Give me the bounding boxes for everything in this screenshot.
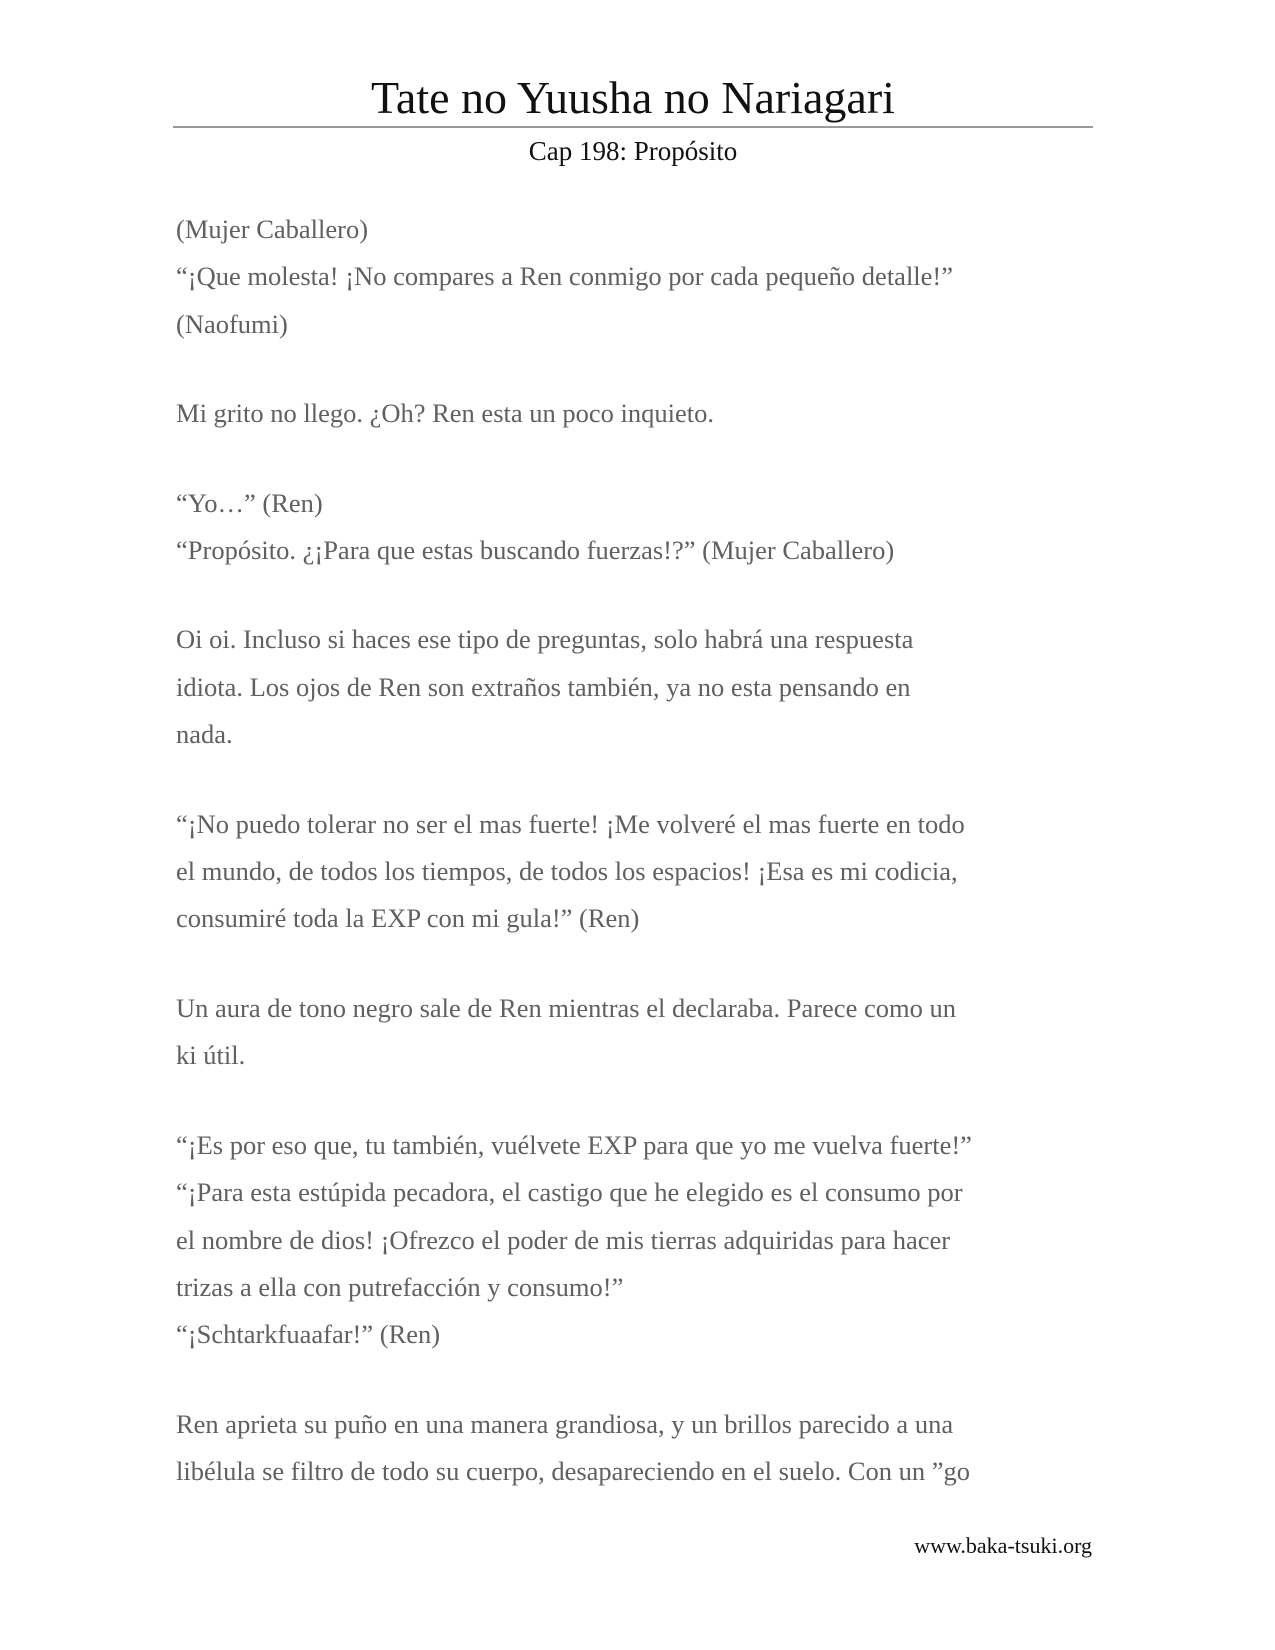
document-title: Tate no Yuusha no Nariagari	[371, 72, 895, 123]
text-line: Un aura de tono negro sale de Ren mientras el declaraba. Parece como un	[176, 992, 956, 1023]
paragraph	[176, 480, 1096, 575]
chapter-subtitle: Cap 198: Propósito	[528, 136, 738, 166]
text-line: “¡Schtarkfuaafar!” (Ren)	[176, 1319, 441, 1350]
footer-url: www.baka-tsuki.org	[914, 1533, 1092, 1558]
paragraph	[176, 390, 1096, 437]
text-line: idiota. Los ojos de Ren son extraños también, ya no esta pensando en	[176, 671, 911, 702]
text-line: (Mujer Caballero)	[176, 214, 369, 244]
text-line: trizas a ella con putrefacción y consumo!”	[176, 1271, 624, 1302]
text-line: “¡No puedo tolerar no ser el mas fuerte! ¡Me volveré el mas fuerte en todo	[176, 808, 965, 839]
paragraph	[176, 801, 1096, 943]
paragraph	[176, 1401, 1096, 1496]
text-line: Ren aprieta su puño en una manera grandiosa, y un brillos parecido a una	[176, 1408, 954, 1439]
text-line: “Yo…” (Ren)	[176, 487, 323, 518]
text-line: consumiré toda la EXP con mi gula!” (Ren)	[176, 903, 640, 934]
page-header	[173, 70, 1093, 168]
paragraph	[176, 1122, 1096, 1359]
title-divider	[173, 126, 1093, 128]
paragraph	[176, 206, 1096, 348]
text-line: “¡Es por eso que, tu también, vuélvete EXP para que yo me vuelva fuerte!”	[176, 1129, 972, 1160]
text-line: Oi oi. Incluso si haces ese tipo de preguntas, solo habrá una respuesta	[176, 624, 914, 655]
text-line: “¡Para esta estúpida pecadora, el castigo que he elegido es el consumo por	[176, 1177, 963, 1208]
text-line: Mi grito no llego. ¿Oh? Ren esta un poco inquieto.	[176, 398, 714, 429]
paragraph	[176, 616, 1096, 758]
text-line: (Naofumi)	[176, 308, 288, 339]
paragraph	[176, 985, 1096, 1080]
text-line: nada.	[176, 719, 233, 750]
document-body	[176, 206, 1096, 1538]
text-line: “¡Que molesta! ¡No compares a Ren conmigo por cada pequeño detalle!”	[176, 261, 954, 292]
text-line: el mundo, de todos los tiempos, de todos los espacios! ¡Esa es mi codicia,	[176, 856, 958, 887]
text-line: el nombre de dios! ¡Ofrezco el poder de mis tierras adquiridas para hacer	[176, 1224, 951, 1255]
text-line: libélula se filtro de todo su cuerpo, desapareciendo en el suelo. Con un ”go	[176, 1456, 971, 1487]
text-line: “Propósito. ¿¡Para que estas buscando fuerzas!?” (Mujer Caballero)	[176, 535, 895, 566]
text-line: ki útil.	[176, 1040, 246, 1071]
